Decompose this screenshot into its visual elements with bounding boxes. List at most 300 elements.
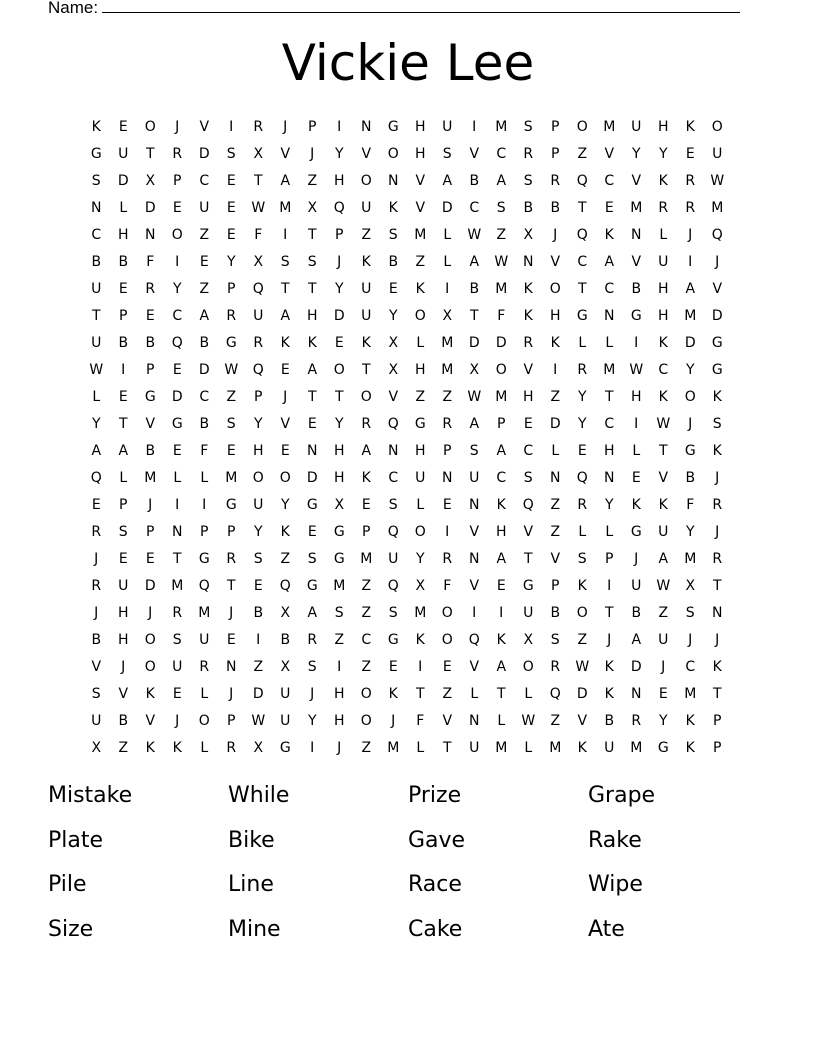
grid-letter: Z [280,550,291,567]
grid-letter: H [117,226,130,243]
grid-letter: U [442,118,453,135]
grid-letter: Z [550,388,561,405]
grid-letter: H [117,631,130,648]
grid-letter: B [469,172,480,189]
grid-letter: W [521,712,536,729]
grid-letter: E [685,145,696,162]
grid-letter: O [414,307,427,324]
grid-letter: D [441,199,454,216]
grid-letter: V [604,145,615,162]
grid-letter: I [418,658,423,675]
grid-letter: V [469,523,480,540]
grid-letter: V [658,469,669,486]
grid-letter: L [524,685,533,702]
grid-letter: I [472,604,477,621]
grid-letter: E [91,496,102,513]
grid-letter: X [388,361,399,378]
grid-letter: J [607,631,612,648]
grid-letter: R [550,172,561,189]
grid-letter: U [658,523,669,540]
grid-letter: E [604,199,615,216]
grid-letter: B [631,280,642,297]
grid-letter: Z [550,496,561,513]
grid-letter: T [415,685,426,702]
word-list-item: Prize [408,783,462,808]
grid-letter: Y [604,496,615,513]
grid-letter: M [630,199,643,216]
grid-letter: V [523,361,534,378]
grid-letter: J [337,739,342,756]
grid-letter: E [577,442,588,459]
grid-letter: O [387,145,400,162]
grid-letter: W [467,226,482,243]
grid-letter: K [604,685,615,702]
grid-letter: H [522,388,535,405]
grid-letter: J [283,118,288,135]
grid-letter: X [280,604,291,621]
grid-letter: S [91,685,102,702]
grid-letter: A [631,631,642,648]
grid-letter: A [604,253,615,270]
grid-letter: P [146,361,155,378]
grid-letter: E [523,415,534,432]
grid-letter: U [91,334,102,351]
grid-letter: V [118,685,129,702]
grid-letter: D [198,145,211,162]
grid-letter: K [685,739,696,756]
grid-letter: S [226,145,237,162]
grid-letter: L [443,253,452,270]
grid-letter: A [469,253,480,270]
grid-letter: K [658,496,669,513]
grid-letter: U [631,577,642,594]
grid-letter: W [89,361,104,378]
grid-letter: O [576,118,589,135]
grid-letter: U [280,685,291,702]
grid-letter: K [361,253,372,270]
grid-letter: A [496,550,507,567]
grid-letter: Q [387,577,400,594]
grid-letter: Y [631,145,642,162]
grid-letter: X [523,631,534,648]
grid-letter: E [145,307,156,324]
grid-letter: Q [279,577,292,594]
grid-letter: R [145,280,156,297]
grid-letter: Z [226,388,237,405]
grid-letter: Q [711,226,724,243]
word-list-item: Size [48,916,94,942]
grid-letter: N [91,199,102,216]
grid-letter: D [495,334,508,351]
grid-letter: Z [307,172,318,189]
grid-letter: A [658,550,669,567]
grid-letter: E [118,118,129,135]
grid-letter: K [685,712,696,729]
grid-letter: D [306,469,319,486]
grid-letter: C [91,226,102,243]
grid-letter: Y [334,145,345,162]
grid-letter: D [198,361,211,378]
grid-letter: C [523,442,534,459]
grid-letter: V [550,253,561,270]
grid-letter: W [656,415,671,432]
grid-letter: K [658,388,669,405]
grid-letter: K [712,658,723,675]
grid-letter: D [684,334,697,351]
grid-letter: R [685,199,696,216]
grid-letter: L [497,712,506,729]
grid-letter: S [550,631,561,648]
grid-letter: J [310,685,315,702]
grid-letter: S [307,658,318,675]
grid-letter: F [254,226,263,243]
word-list-item: Race [408,872,462,897]
grid-letter: U [118,577,129,594]
grid-letter: A [496,658,507,675]
grid-letter: T [712,685,723,702]
grid-letter: Y [388,307,399,324]
grid-letter: M [684,550,697,567]
grid-letter: Y [280,496,291,513]
grid-letter: A [280,307,291,324]
grid-letter: S [388,604,399,621]
grid-letter: U [712,145,723,162]
grid-letter: X [253,739,264,756]
grid-letter: M [441,334,454,351]
grid-letter: N [469,550,480,567]
grid-letter: E [118,550,129,567]
grid-letter: R [226,739,237,756]
grid-letter: U [388,550,399,567]
grid-letter: S [496,199,507,216]
grid-letter: Y [334,415,345,432]
grid-letter: O [279,469,292,486]
grid-letter: G [414,415,427,432]
grid-letter: Z [199,280,210,297]
grid-letter: Z [361,739,372,756]
grid-letter: D [576,685,589,702]
name-label: Name: [48,0,99,17]
grid-letter: Q [576,172,589,189]
grid-letter: A [280,172,291,189]
grid-letter: S [388,496,399,513]
grid-letter: G [657,739,670,756]
grid-letter: L [578,334,587,351]
grid-letter: T [658,442,669,459]
grid-letter: E [172,361,183,378]
grid-letter: H [333,712,346,729]
grid-letter: E [280,442,291,459]
grid-letter: R [577,496,588,513]
grid-letter: B [685,469,696,486]
grid-letter: M [171,577,184,594]
grid-letter: Q [522,496,535,513]
grid-letter: R [226,550,237,567]
grid-letter: O [252,469,265,486]
grid-letter: P [308,118,317,135]
grid-letter: Z [415,253,426,270]
grid-letter: P [254,388,263,405]
grid-letter: N [550,469,561,486]
grid-letter: H [252,442,265,459]
grid-letter: I [229,118,234,135]
grid-letter: L [416,334,425,351]
grid-letter: E [172,199,183,216]
grid-letter: J [229,685,234,702]
grid-letter: O [144,658,157,675]
grid-letter: M [603,118,616,135]
grid-letter: B [199,334,210,351]
grid-letter: S [712,415,723,432]
grid-letter: I [499,604,504,621]
grid-letter: Y [172,280,183,297]
grid-letter: K [712,388,723,405]
grid-letter: T [442,739,453,756]
grid-letter: T [172,550,183,567]
grid-letter: I [256,631,261,648]
grid-letter: L [632,442,641,459]
grid-letter: N [388,442,399,459]
grid-letter: Q [90,469,103,486]
word-list-item: Bike [228,827,275,853]
grid-letter: S [253,550,264,567]
grid-letter: F [443,577,452,594]
grid-letter: E [307,415,318,432]
grid-letter: C [496,469,507,486]
grid-letter: S [523,469,534,486]
grid-letter: W [494,253,509,270]
grid-letter: H [549,307,562,324]
grid-letter: K [280,334,291,351]
grid-letter: T [712,577,723,594]
grid-letter: D [117,172,130,189]
grid-letter: C [577,253,588,270]
grid-letter: V [280,415,291,432]
grid-letter: G [711,361,724,378]
grid-letter: R [712,496,723,513]
grid-letter: I [337,658,342,675]
grid-letter: Q [171,334,184,351]
grid-letter: U [253,496,264,513]
grid-letter: Y [253,523,264,540]
grid-letter: Q [198,577,211,594]
grid-letter: O [360,172,373,189]
grid-letter: J [229,604,234,621]
grid-letter: T [334,388,345,405]
grid-letter: S [334,604,345,621]
grid-letter: Q [387,523,400,540]
grid-letter: Z [361,604,372,621]
grid-letter: G [306,496,319,513]
grid-letter: G [225,334,238,351]
grid-letter: M [495,739,508,756]
grid-letter: I [472,118,477,135]
grid-letter: K [91,118,102,135]
grid-letter: M [603,361,616,378]
grid-letter: V [145,415,156,432]
grid-letter: K [172,739,183,756]
grid-letter: J [283,388,288,405]
grid-letter: R [307,631,318,648]
grid-letter: X [523,226,534,243]
grid-letter: O [495,361,508,378]
grid-letter: G [333,523,346,540]
grid-letter: R [658,199,669,216]
grid-letter: N [307,442,318,459]
grid-letter: K [280,523,291,540]
word-list-item: Gave [408,827,466,853]
grid-letter: N [442,469,453,486]
grid-letter: H [657,307,670,324]
grid-letter: X [388,334,399,351]
grid-letter: T [496,685,507,702]
grid-letter: Y [577,388,588,405]
grid-letter: D [630,658,643,675]
grid-letter: V [388,388,399,405]
grid-letter: P [551,145,560,162]
grid-letter: C [604,415,615,432]
grid-letter: M [495,388,508,405]
grid-letter: K [631,496,642,513]
grid-letter: X [91,739,102,756]
grid-letter: A [496,172,507,189]
grid-letter: K [550,334,561,351]
grid-letter: K [658,334,669,351]
grid-letter: S [523,118,534,135]
grid-letter: B [523,199,534,216]
grid-letter: F [200,442,209,459]
name-field [48,0,740,18]
grid-letter: H [630,388,643,405]
grid-letter: H [414,118,427,135]
grid-letter: U [415,469,426,486]
grid-letter: C [361,631,372,648]
grid-letter: R [550,658,561,675]
grid-letter: J [661,658,666,675]
grid-letter: H [495,523,508,540]
grid-letter: X [415,577,426,594]
grid-letter: G [279,739,292,756]
grid-letter: K [604,226,615,243]
grid-letter: R [523,334,534,351]
grid-letter: S [118,523,129,540]
grid-letter: Y [658,145,669,162]
grid-letter: E [226,199,237,216]
grid-letter: U [172,658,183,675]
grid-letter: J [634,550,639,567]
grid-letter: E [226,631,237,648]
grid-letter: I [634,334,639,351]
grid-letter: K [523,280,534,297]
grid-letter: H [657,118,670,135]
grid-letter: T [307,280,318,297]
grid-letter: P [227,712,236,729]
grid-letter: M [711,199,724,216]
grid-letter: A [442,172,453,189]
grid-letter: K [145,685,156,702]
grid-letter: J [715,523,720,540]
grid-letter: W [251,199,266,216]
word-list-item: Ate [588,916,625,942]
grid-letter: X [253,145,264,162]
grid-letter: O [171,226,184,243]
grid-letter: J [337,253,342,270]
grid-letter: G [387,118,400,135]
grid-letter: O [144,631,157,648]
grid-letter: T [469,307,480,324]
grid-letter: N [469,496,480,513]
grid-letter: T [118,415,129,432]
grid-letter: B [91,253,102,270]
grid-letter: D [144,577,157,594]
grid-letter: J [688,415,693,432]
grid-letter: B [280,631,291,648]
grid-letter: L [659,226,668,243]
grid-letter: X [442,307,453,324]
grid-letter: V [415,172,426,189]
grid-letter: U [658,253,669,270]
grid-letter: V [712,280,723,297]
grid-letter: L [524,739,533,756]
grid-letter: V [631,172,642,189]
grid-letter: E [253,577,264,594]
grid-letter: K [415,631,426,648]
grid-letter: M [144,469,157,486]
grid-letter: L [470,685,479,702]
grid-letter: N [604,469,615,486]
grid-letter: U [361,307,372,324]
grid-letter: E [199,253,210,270]
grid-letter: H [117,604,130,621]
grid-letter: P [362,523,371,540]
grid-letter: J [715,631,720,648]
grid-letter: J [175,118,180,135]
grid-letter: M [225,469,238,486]
grid-letter: A [118,442,129,459]
grid-letter: C [199,172,210,189]
grid-letter: X [307,199,318,216]
grid-letter: L [119,199,128,216]
grid-letter: O [549,280,562,297]
grid-letter: D [144,199,157,216]
grid-letter: U [523,604,534,621]
grid-letter: K [712,442,723,459]
grid-letter: R [199,658,210,675]
grid-letter: I [283,226,288,243]
grid-letter: Z [550,523,561,540]
grid-letter: D [468,334,481,351]
grid-letter: X [685,577,696,594]
grid-letter: J [94,604,99,621]
grid-letter: J [688,226,693,243]
grid-letter: W [224,361,239,378]
grid-letter: R [91,523,102,540]
grid-letter: X [469,361,480,378]
grid-letter: H [333,685,346,702]
grid-letter: N [388,172,399,189]
grid-letter: I [688,253,693,270]
grid-letter: O [711,118,724,135]
grid-letter: L [92,388,101,405]
grid-letter: H [414,442,427,459]
grid-letter: A [91,442,102,459]
grid-letter: T [577,280,588,297]
grid-letter: Y [334,280,345,297]
grid-letter: K [658,172,669,189]
grid-letter: E [658,685,669,702]
grid-letter: Z [550,712,561,729]
grid-letter: C [469,199,480,216]
